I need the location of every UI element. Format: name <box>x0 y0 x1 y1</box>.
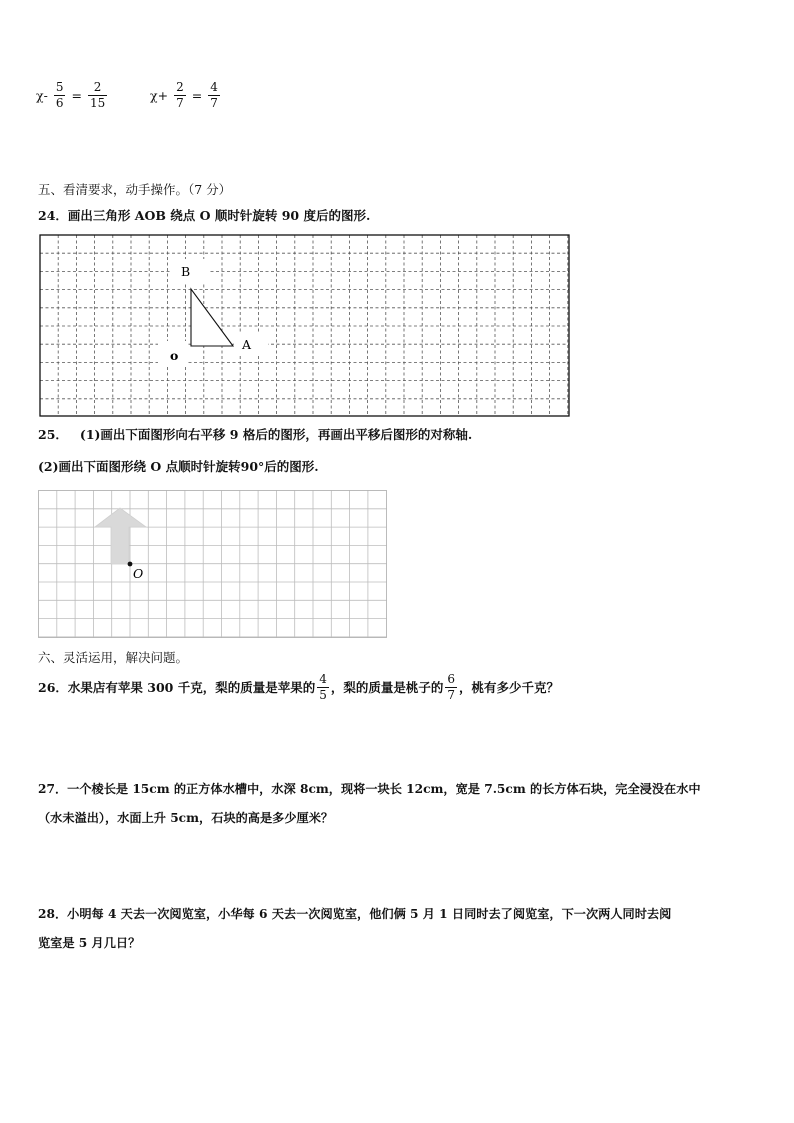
question-26-text-1: 26．水果店有苹果 300 千克，梨的质量是苹果的 <box>38 679 316 695</box>
question-25-part1 <box>38 426 472 444</box>
fraction: $\frac{4}{7}$ <box>210 80 218 110</box>
fraction: $\frac{2}{7}$ <box>176 80 184 110</box>
question-25-part1-text: (1)画出下面图形向右平移 9 格后的图形，再画出平移后图形的对称轴. <box>79 427 473 442</box>
fraction: $\frac{5}{6}$ <box>55 80 64 110</box>
fraction: $\frac{4}{5}$ <box>319 672 327 702</box>
question-26-text-2: ，梨的质量是桃子的 <box>330 679 444 695</box>
question-26-text-3: ，桃有多少千克？ <box>459 679 560 695</box>
arrow-shape <box>95 508 146 564</box>
question-25-part2: (2)画出下面图形绕 O 点顺时针旋转90°后的图形. <box>38 459 319 474</box>
question-27-line1: 27．一个棱长是 15cm 的正方体水槽中，水深 8cm，现将一块长 12cm，宽是 7.5cm 的长方体石块，完全浸没在水中 <box>38 782 701 796</box>
question-27-line2: （水未溢出），水面上升 5cm，石块的高是多少厘米？ <box>38 811 334 825</box>
equals-sign: = <box>191 88 203 103</box>
q25-grid <box>38 490 388 640</box>
label-a: A <box>242 337 252 352</box>
question-28-line2: 览室是 5 月几日？ <box>38 936 141 950</box>
question-24-text: 24．画出三角形 AOB 绕点 O 顺时针旋转 90 度后的图形. <box>38 208 371 223</box>
equals-sign: = <box>71 88 82 103</box>
section-5-title: 五、看清要求，动手操作。（7 分） <box>38 182 232 197</box>
question-26 <box>38 672 559 703</box>
fraction: $\frac{6}{7}$ <box>447 672 455 702</box>
equation-variable: χ+ <box>150 88 169 103</box>
triangle-aob <box>191 289 233 346</box>
question-28-line1: 28．小明每 4 天去一次阅览室，小华每 6 天去一次阅览室，他们俩 5 月 1 日同时去了阅览室，下一次两人同时去阅 <box>38 907 672 921</box>
label-b: B <box>181 264 191 279</box>
label-o: o <box>170 348 179 363</box>
fraction: $\frac{2}{15}$ <box>89 80 106 110</box>
equation-2 <box>150 80 220 111</box>
point-o <box>128 562 133 567</box>
label-o: O <box>133 566 144 581</box>
equation-variable: χ- <box>36 88 48 103</box>
section-6-title: 六、灵活运用，解决问题。 <box>38 650 189 665</box>
q24-dashed-grid <box>38 233 572 418</box>
equation-1 <box>36 80 107 111</box>
question-number: 25． <box>38 427 68 442</box>
